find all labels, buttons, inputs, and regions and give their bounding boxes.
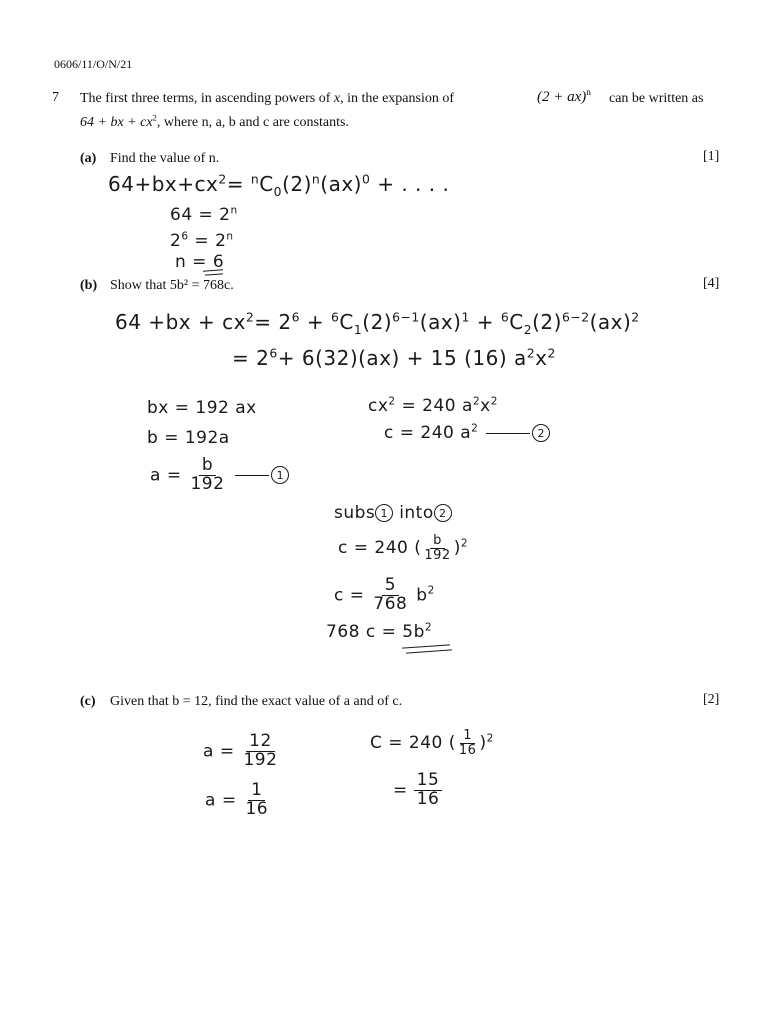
stem-expression: (2 + ax)$^n$ <box>537 88 591 105</box>
answer-underline <box>406 649 452 653</box>
part-b-right-line1: $cx^2 = 240$ $a^2x^2$ <box>368 395 498 416</box>
part-c-a-line1: a = $\frac{12}{192}$ <box>203 731 278 770</box>
question-stem-line2: 64 + bx + $cx^2$, where n, a, b and c are constants. <box>80 112 349 130</box>
part-a-work-line2: $64 = 2^n$ <box>170 204 238 225</box>
stem-x: x <box>333 91 341 106</box>
part-b-calc-line3: 768 $c = 5b^2$ <box>326 621 433 642</box>
question-number: 7 <box>52 90 59 105</box>
part-c-c-line2: = $\frac{15}{16}$ <box>393 772 442 809</box>
part-a-answer: n = 6 <box>175 252 225 272</box>
part-c-label: (c) <box>80 694 96 709</box>
paper-reference: 0606/11/O/N/21 <box>54 57 133 71</box>
part-b-marks: [4] <box>703 276 720 291</box>
stem-text-a: The first three terms, in ascending powers of <box>80 91 334 106</box>
part-b-prompt: Show that 5b² = 768c. <box>110 278 234 293</box>
part-b-left-line3: a = $\frac{b}{192}$ 1 <box>150 457 289 494</box>
part-b-right-line2: c = 240 $a^2$ 2 <box>384 423 550 443</box>
equation-ref-2: 2 <box>532 424 550 442</box>
part-b-calc-line2: c = $\frac{5}{768}$ $b^2$ <box>334 575 435 614</box>
part-a-marks: [1] <box>703 149 720 164</box>
stem-text-c: can be written as <box>609 91 704 106</box>
part-a-prompt: Find the value of n. <box>110 151 220 166</box>
part-b-left-line2: b = 192a <box>147 428 230 448</box>
question-stem-line1 <box>80 89 454 109</box>
part-c-c-line1: C = 240 ( $\frac{1}{16}$ )$^2$ <box>370 728 494 758</box>
part-a-label: (a) <box>80 151 97 166</box>
part-b-label: (b) <box>80 278 98 293</box>
part-b-work-line1: $64 +bx + cx^2= 2^6 + ^6C_1(2)^{6-1}(ax)^1 + ^6C_2(2)^{6-2}(ax)^2$ <box>115 309 640 337</box>
equation-ref-1: 1 <box>271 466 289 484</box>
stem-text-b: , in the expansion of <box>340 91 455 106</box>
answer-underline <box>402 644 450 648</box>
part-b-subs-line: subs 1 into 2 <box>334 503 452 523</box>
part-b-work-line2: = $2^6+ 6(32)(ax) + 15$ (16) $a^2x^2$ <box>232 345 556 370</box>
part-c-prompt: Given that b = 12, find the exact value of a and of c. <box>110 694 403 709</box>
part-b-left-line1: bx = 192 ax <box>147 398 257 418</box>
part-a-work-line1: $64+bx+cx^2= ^nC_0(2)^n(ax)^0$ + . . . . <box>108 171 450 199</box>
part-c-marks: [2] <box>703 692 720 707</box>
part-c-a-line2: a = $\frac{1}{16}$ <box>205 780 269 819</box>
part-a-work-line3: $2^6 = 2^n$ <box>170 230 234 251</box>
part-b-calc-line1: c = 240 ( $\frac{b}{192}$ )$^2$ <box>338 533 469 563</box>
